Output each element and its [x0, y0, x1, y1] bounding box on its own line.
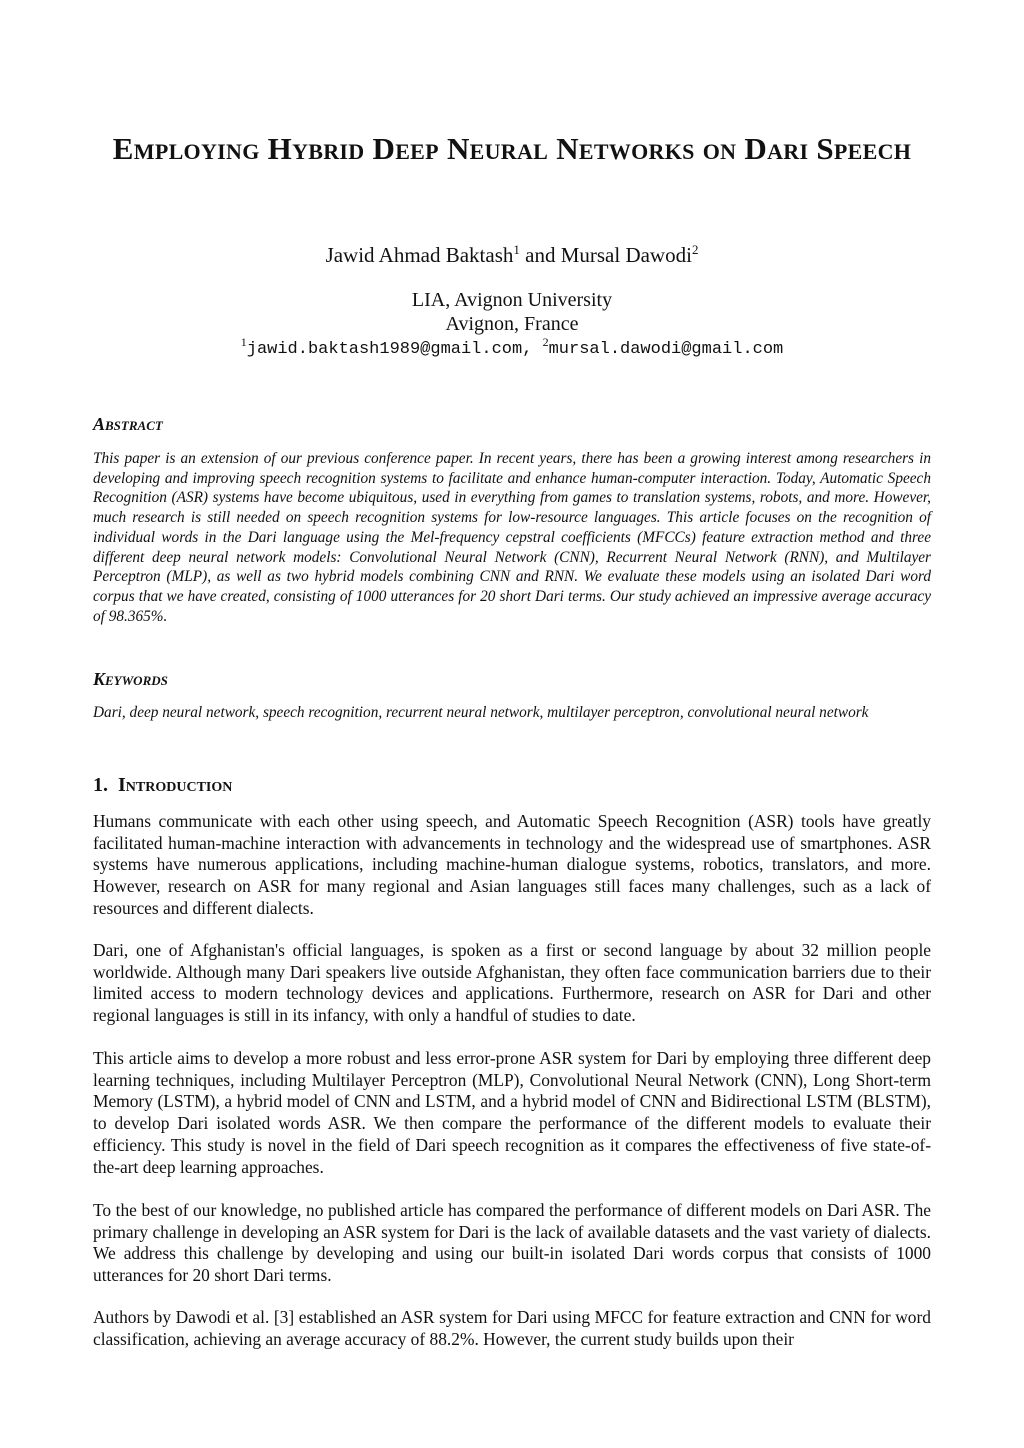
affiliation-institution: LIA, Avignon University: [411, 289, 613, 311]
affiliation-location: Avignon, France: [445, 313, 579, 335]
author-conjunction: and: [519, 243, 561, 267]
section-number: 1.: [93, 774, 108, 796]
email-1: jawid.baktash1989@gmail.com,: [246, 340, 533, 359]
intro-paragraph-1: Humans communicate with each other using speech, and Automatic Speech Recognition (ASR) tools have greatly facilitated human-machine interaction with advancements in technology and the widespread use of smartphones. ASR systems have numerous applications, including machine-human dialogue systems, robotics, translators, and more. However, research on ASR for many regional and Asian languages still faces many challenges, such as a lack of resources and different dialects.: [93, 811, 931, 918]
intro-paragraph-5: Authors by Dawodi et al. [3] established an ASR system for Dari using MFCC for feature extraction and CNN for word classification, achieving an average accuracy of 88.2%. However, the current study builds upon their: [93, 1307, 931, 1349]
paper-title: Employing Hybrid Deep Neural Networks on Dari Speech: [112, 131, 912, 166]
intro-paragraph-4: To the best of our knowledge, no published article has compared the performance of different models on Dari ASR. The primary challenge in developing an ASR system for Dari is the lack of available datasets and the vast variety of dialects. We address this challenge by developing and using our built-in isolated Dari words corpus that consists of 1000 utterances for 20 short Dari terms.: [93, 1200, 931, 1286]
email-1-marker: 1: [240, 335, 247, 349]
author-2-marker: 2: [691, 242, 699, 257]
author-1: Jawid Ahmad Baktash: [325, 243, 514, 267]
abstract-heading: Abstract: [93, 414, 163, 434]
email-line: [0, 335, 1024, 362]
intro-paragraph-3: This article aims to develop a more robust and less error-prone ASR system for Dari by employing three different deep learning techniques, including Multilayer Perceptron (MLP), Convolutional Neural Network (CNN), Long Short-term Memory (LSTM), a hybrid model of CNN and LSTM, and a hybrid model of CNN and Bidirectional LSTM (BLSTM), to develop Dari isolated words ASR. We then compare the performance of the different models to evaluate their efficiency. This study is novel in the field of Dari speech recognition as it compares the effectiveness of five state-of-the-art deep learning approaches.: [93, 1048, 931, 1177]
abstract-body: This paper is an extension of our previous conference paper. In recent years, there has been a growing interest among researchers in developing and improving speech recognition systems to facilitate and enhance human-computer interaction. Today, Automatic Speech Recognition (ASR) systems have become ubiquitous, used in everything from games to translation systems, robots, and more. However, much research is still needed on speech recognition systems for low-resource languages. This article focuses on the recognition of individual words in the Dari language using the Mel-frequency cepstral coefficients (MFCCs) feature extraction method and three different deep neural network models: Convolutional Neural Network (CNN), Recurrent Neural Network (RNN), and Multilayer Perceptron (MLP), as well as two hybrid models combining CNN and RNN. We evaluate these models using an isolated Dari word corpus that we have created, consisting of 1000 utterances for 20 short Dari terms. Our study achieved an impressive average accuracy of 98.365%.: [93, 450, 931, 625]
email-2-marker: 2: [542, 335, 549, 349]
author-1-marker: 1: [513, 242, 520, 257]
email-2: mursal.dawodi@gmail.com: [548, 340, 784, 359]
keywords-body: Dari, deep neural network, speech recognition, recurrent neural network, multilayer perceptron, convolutional neural network: [93, 704, 869, 721]
author-line: [0, 241, 1024, 269]
affiliation-block: [0, 288, 1024, 336]
author-2: Mursal Dawodi: [560, 243, 692, 267]
intro-paragraph-2: Dari, one of Afghanistan's official languages, is spoken as a first or second language by about 32 million people worldwide. Although many Dari speakers live outside Afghanistan, they often face communication barriers due to their limited access to modern technology devices and applications. Furthermore, research on ASR for Dari and other regional languages is still in its infancy, with only a handful of studies to date.: [93, 940, 931, 1026]
introduction-heading: [93, 774, 232, 797]
keywords-heading: Keywords: [93, 669, 168, 689]
section-title: Introduction: [118, 774, 233, 796]
